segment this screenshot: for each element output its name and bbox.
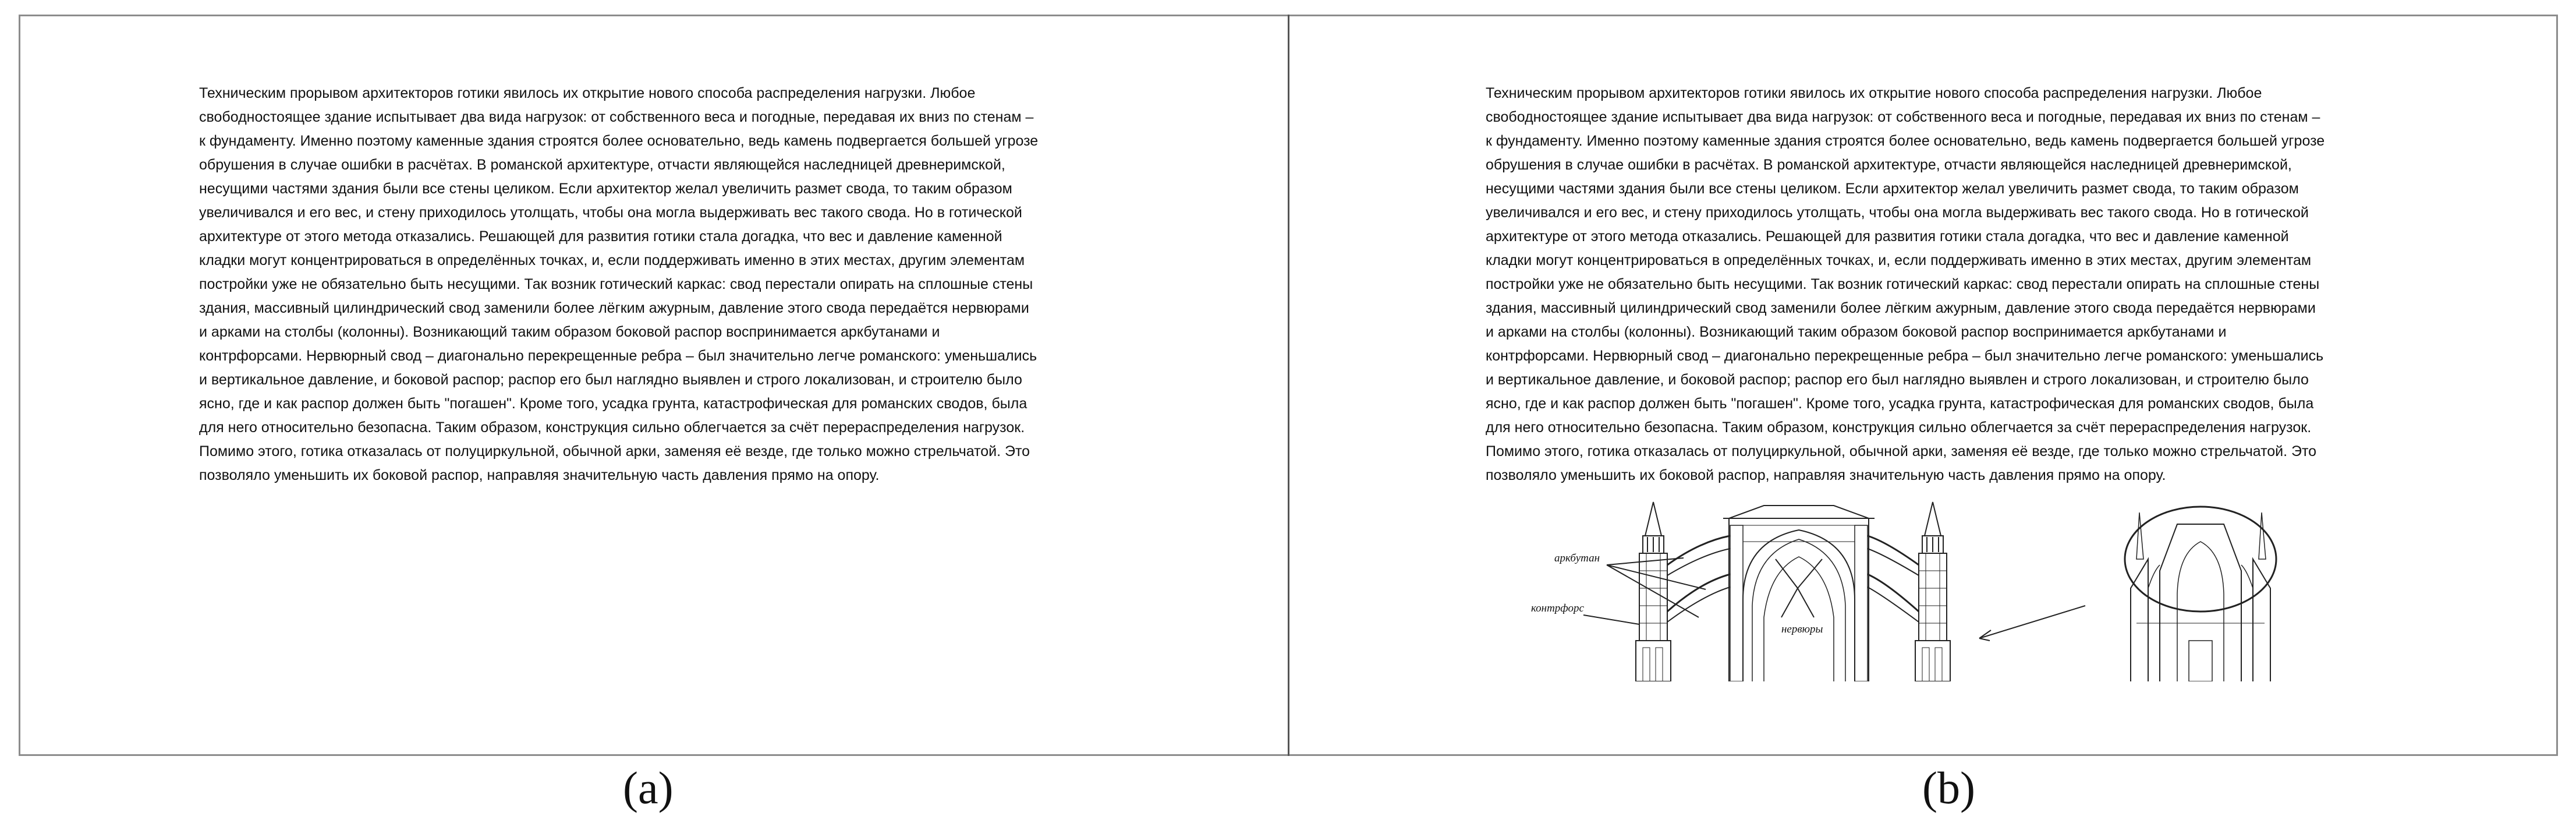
text-line: и арками на столбы (колонны). Возникающий таким образом боковой распор воспринимается аркбутанами и: [199, 324, 940, 340]
text-line: позволяло уменьшить их боковой распор, направляя значительную часть давления прямо на опору.: [1486, 467, 2166, 483]
text-line: обрушения в случае ошибки в расчётах. В романской архитектуре, отчасти являющейся наследницей древнеримской,: [1486, 157, 2292, 173]
text-line: и арками на столбы (колонны). Возникающий таким образом боковой распор воспринимается аркбутанами и: [1486, 324, 2227, 340]
text-line: кладки могут концентрироваться в определённых точках, и, если поддерживать именно в этих местах, другим элементам: [199, 252, 1025, 268]
right-buttress-drawing: [1915, 502, 1950, 681]
text-line: несущими частями здания были все стены целиком. Если архитектор желал увеличить размет свода, то таким образом: [199, 181, 1012, 197]
text-line: свободностоящее здание испытывает два вида нагрузок: от собственного веса и погодные, передавая их вниз по стенам –: [199, 109, 1034, 125]
text-line: Техническим прорывом архитекторов готики явилось их открытие нового способа распределения нагрузки. Любое: [1486, 85, 2262, 101]
text-line: для него относительно безопасна. Таким образом, конструкция сильно облегчается за счёт перераспределения нагрузок.: [199, 419, 1025, 436]
label-nervyury: нервюры: [1781, 623, 1823, 635]
text-line: Помимо этого, готика отказалась от полуциркульной, обычной арки, заменяя её везде, где только можно стрельчатой. Это: [199, 443, 1030, 460]
nave-drawing: [1723, 506, 1875, 681]
caption-a: (a): [623, 762, 674, 813]
text-line: и вертикальное давление, и боковой распор; распор его был наглядно выявлен и строго локализован, и строителю было: [1486, 372, 2309, 388]
text-line: постройки уже не обязательно быть несущими. Так возник готический каркас: свод перестали опирать на сплошные стены: [199, 276, 1033, 292]
text-line: архитектуре от этого метода отказались. Решающей для развития готики стала догадка, что вес и давление каменной: [199, 228, 1002, 245]
text-line: ясно, где и как распор должен быть "погашен". Кроме того, усадка грунта, катастрофическая для романских сводов, была: [1486, 395, 2314, 412]
text-line: постройки уже не обязательно быть несущими. Так возник готический каркас: свод перестали опирать на сплошные стены: [1486, 276, 2320, 292]
text-line: контрфорсами. Нервюрный свод – диагонально перекрещенные ребра – был значительно легче романского: уменьшались: [199, 348, 1037, 364]
text-line: Помимо этого, готика отказалась от полуциркульной, обычной арки, заменяя её везде, где только можно стрельчатой. Это: [1486, 443, 2317, 460]
panel-a-paragraph: [199, 82, 1131, 487]
text-line: здания, массивный цилиндрический свод заменили более лёгким ажурным, давление этого свода передаётся нервюрами: [1486, 300, 2316, 316]
text-line: к фундаменту. Именно поэтому каменные здания строятся более основательно, ведь камень подвергается большей угрозе: [1486, 133, 2325, 149]
text-line: Техническим прорывом архитекторов готики явилось их открытие нового способа распределения нагрузки. Любое: [199, 85, 976, 101]
text-line: здания, массивный цилиндрический свод заменили более лёгким ажурным, давление этого свода передаётся нервюрами: [199, 300, 1029, 316]
text-line: увеличивался и его вес, и стену приходилось утолщать, чтобы она могла выдерживать вес такого свода. Но в готической: [1486, 204, 2309, 221]
flying-buttress-arches: [1667, 536, 1919, 622]
annotation-arrows: [1583, 558, 2085, 641]
text-line: увеличивался и его вес, и стену приходилось утолщать, чтобы она могла выдерживать вес такого свода. Но в готической: [199, 204, 1022, 221]
panel-b-paragraph: [1486, 82, 2417, 487]
text-line: для него относительно безопасна. Таким образом, конструкция сильно облегчается за счёт перераспределения нагрузок.: [1486, 419, 2312, 436]
text-line: кладки могут концентрироваться в определённых точках, и, если поддерживать именно в этих местах, другим элементам: [1486, 252, 2312, 268]
text-line: ясно, где и как распор должен быть "погашен". Кроме того, усадка грунта, катастрофическая для романских сводов, была: [199, 395, 1027, 412]
cathedral-overview-drawing: [2125, 507, 2276, 681]
caption-b: (b): [1922, 762, 1975, 813]
gothic-cathedral-illustration: [1531, 501, 2381, 681]
text-line: свободностоящее здание испытывает два вида нагрузок: от собственного веса и погодные, передавая их вниз по стенам –: [1486, 109, 2320, 125]
text-line: контрфорсами. Нервюрный свод – диагонально перекрещенные ребра – был значительно легче романского: уменьшались: [1486, 348, 2324, 364]
text-line: и вертикальное давление, и боковой распор; распор его был наглядно выявлен и строго локализован, и строителю было: [199, 372, 1022, 388]
label-kontrfors: контрфорс: [1531, 602, 1584, 614]
label-arkbutan: аркбутан: [1554, 552, 1600, 564]
text-line: позволяло уменьшить их боковой распор, направляя значительную часть давления прямо на опору.: [199, 467, 880, 483]
text-line: архитектуре от этого метода отказались. Решающей для развития готики стала догадка, что вес и давление каменной: [1486, 228, 2289, 245]
panel-divider: [1288, 15, 1289, 756]
text-line: к фундаменту. Именно поэтому каменные здания строятся более основательно, ведь камень подвергается большей угрозе: [199, 133, 1039, 149]
text-line: обрушения в случае ошибки в расчётах. В романской архитектуре, отчасти являющейся наследницей древнеримской,: [199, 157, 1005, 173]
text-line: несущими частями здания были все стены целиком. Если архитектор желал увеличить размет свода, то таким образом: [1486, 181, 2299, 197]
